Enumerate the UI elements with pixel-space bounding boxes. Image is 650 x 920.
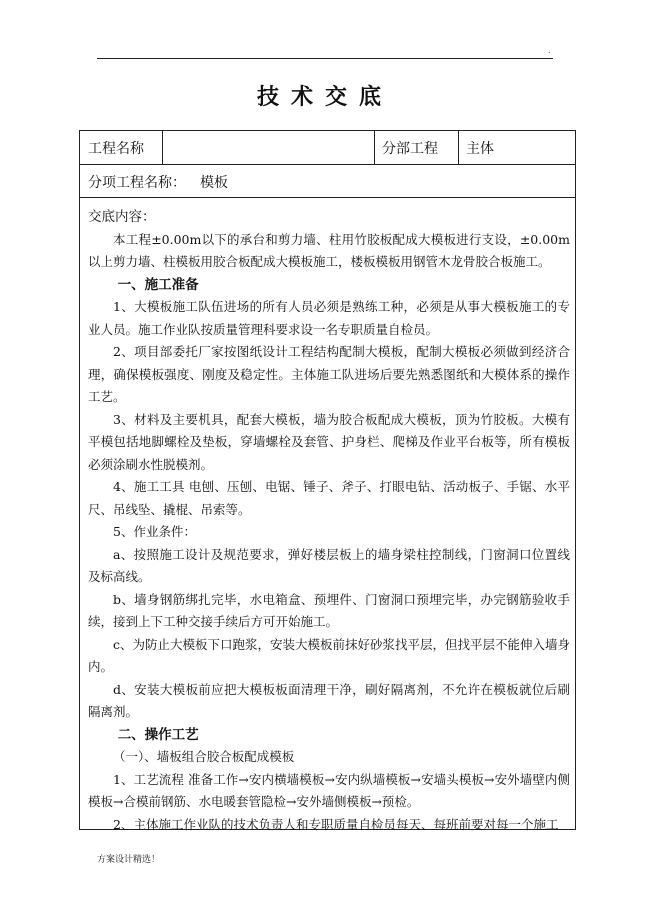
subdivision-label: 分项工程名称： [88, 175, 186, 191]
section-heading: 一、施工准备 [117, 276, 199, 293]
content-paragraph: 2、项目部委托厂家按图纸设计工程结构配制大模板，配制大模板必须做到经济合理，确保模板强度、刚度及稳定性。主体施工队进场后要先熟悉图纸和大模体系的操作工艺。 [88, 344, 570, 404]
content-paragraph: 4、施工工具 电刨、压刨、电锯、锤子、斧子、打眼电钻、活动板子、手锯、水平尺、吊线坠、撬棍、吊索等。 [88, 479, 570, 517]
content-paragraph: d、安装大模板前应把大模板板面清理干净，刷好隔离剂，不允许在模板就位后刷隔离剂。 [88, 681, 570, 719]
disclosure-table [79, 130, 576, 830]
content-paragraph: 1、大模板施工队伍进场的所有人员必须是熟练工种，必须是从事大模板施工的专业人员。施工作业队按质量管理科要求设一名专职质量自检员。 [88, 299, 570, 337]
content-paragraph: c、为防止大模板下口跑浆，安装大模板前抹好砂浆找平层，但找平层不能伸入墙身内。 [88, 636, 571, 674]
page-footer: 方案设计精选！ [97, 855, 161, 865]
section-heading: 二、操作工艺 [117, 726, 199, 743]
col-divider-3 [458, 131, 459, 164]
content-paragraph: b、墙身钢筋绑扎完毕，水电箱盒、预埋件、门窗洞口预埋完毕，办完钢筋验收手续，接到上下工种交接手续后方可开始施工。 [88, 591, 570, 629]
disclosure-content [88, 206, 570, 836]
content-heading: 交底内容： [88, 209, 156, 225]
header-mark: . [548, 46, 551, 55]
division-value: 主体 [466, 141, 494, 157]
content-paragraph: 1、工艺流程 准备工作→安内横墙模板→安内纵墙模板→安墙头模板→安外墙壁内侧模板→合模前钢筋、水电暖套管隐检→安外墙侧模板→预检。 [88, 771, 570, 809]
content-paragraph: 2、主体施工作业队的技术负责人和专职质量自检员每天、每班前要对每一个施工 [113, 816, 559, 832]
content-paragraph: 本工程±0.00m以下的承台和剪力墙、柱用竹胶板配成大模板进行支设，±0.00m以上剪力墙、柱模板用胶合板配成大模板施工，楼板模板用钢管木龙骨胶合板施工。 [88, 231, 570, 269]
page-title: 技术交底 [256, 84, 393, 110]
project-name-label: 工程名称 [88, 141, 144, 157]
row-divider-1 [80, 164, 575, 165]
content-paragraph: a、按照施工设计及规范要求，弹好楼层板上的墙身梁柱控制线，门窗洞口位置线及标高线。 [88, 546, 570, 584]
row-divider-2 [80, 197, 575, 198]
col-divider-2 [374, 131, 375, 164]
division-label: 分部工程 [382, 141, 438, 157]
content-paragraph: 3、材料及主要机具，配套大模板，墙为胶合板配成大模板，顶为竹胶板。大模有平模包括地脚螺栓及垫板，穿墙螺栓及套管、护身栏、爬梯及作业平台板等，所有模板必须涂刷水性脱模剂。 [88, 411, 570, 472]
subdivision-value: 模板 [200, 175, 228, 191]
header-rule [97, 58, 553, 59]
subsection-heading: （一）、墙板组合胶合板配成模板 [113, 749, 295, 764]
content-paragraph: 5、作业条件： [113, 524, 196, 539]
col-divider-1 [162, 131, 163, 164]
